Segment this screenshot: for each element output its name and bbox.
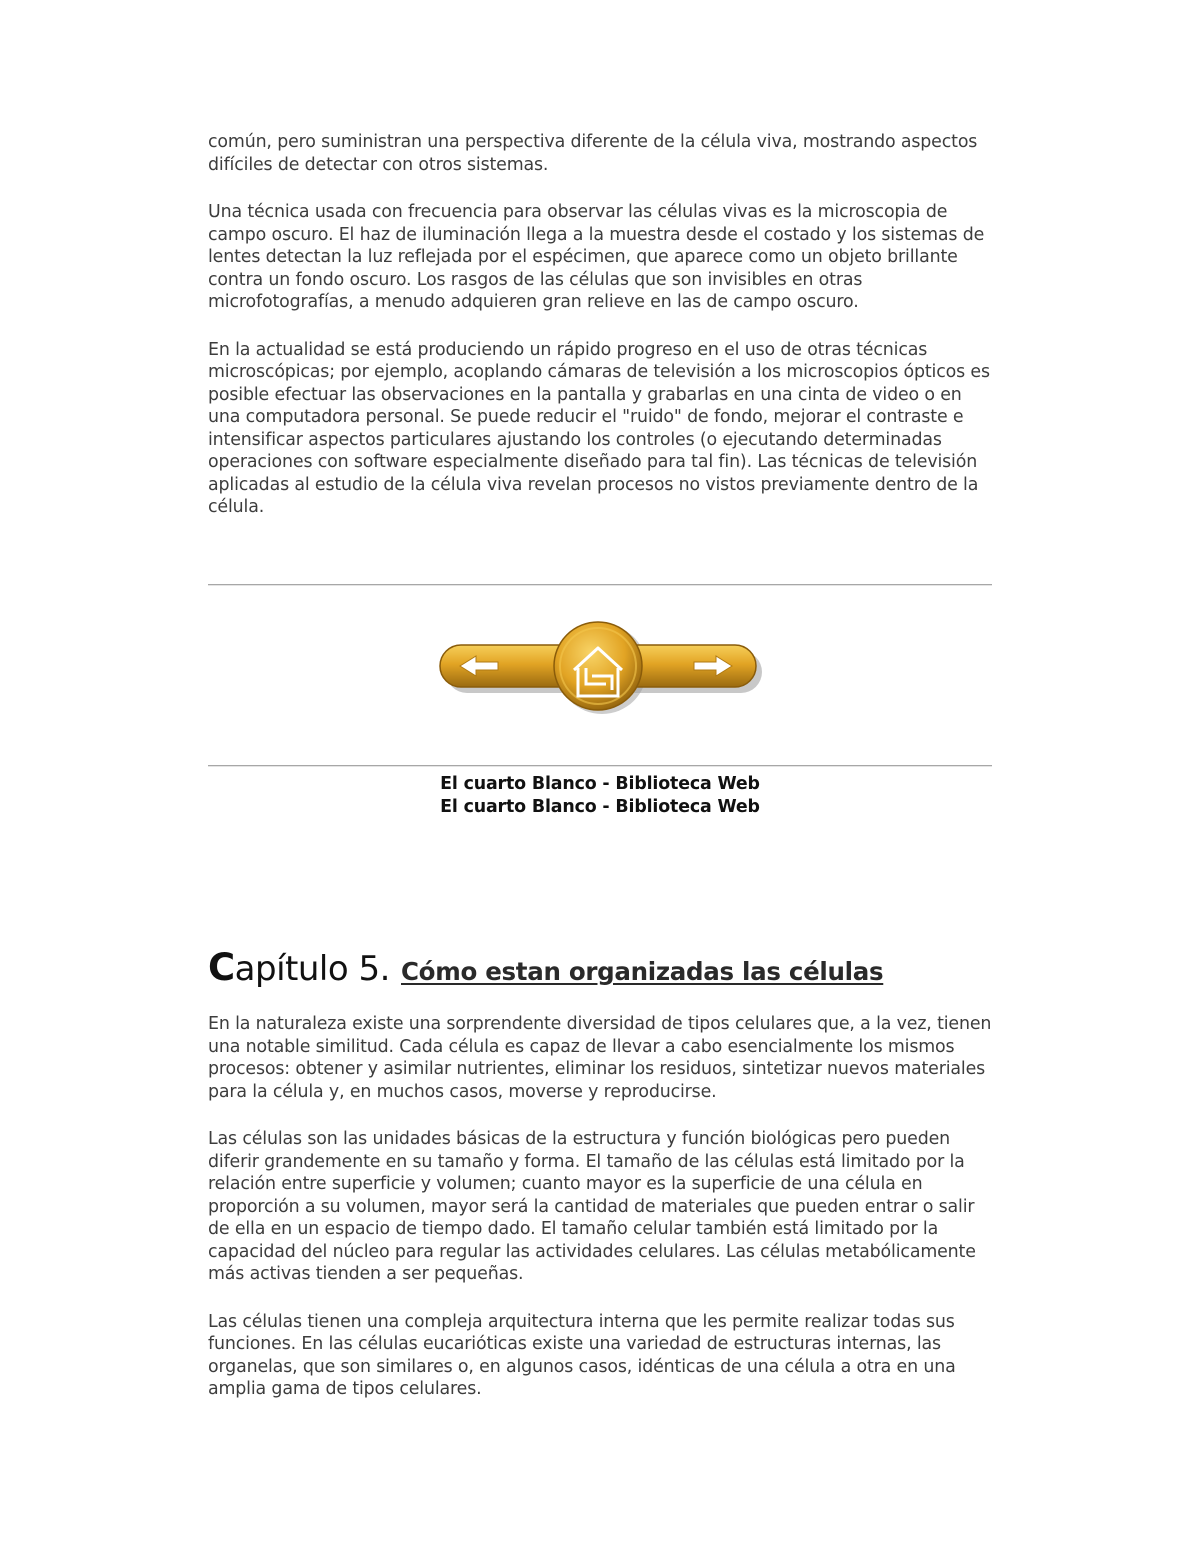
paragraph: Las células son las unidades básicas de la estructura y función biológicas pero pueden diferir grandemente en su tamaño y forma. El tamaño de las células está limitado por la relación entre superficie y volumen; cuanto mayor es la superficie de una célula en proporción a su volumen, mayor será la cantidad de materiales que pueden entrar o salir de ella en un espacio de tiempo dado. El tamaño celular también está limitado por la capacidad del núcleo para regular las actividades celulares. Las células metabólicamente más activas tienden a ser pequeñas. [208, 1129, 976, 1284]
chapter-initial: C [208, 946, 235, 989]
paragraph: común, pero suministran una perspectiva diferente de la célula viva, mostrando aspectos difíciles de detectar con otros sistemas. [208, 132, 978, 175]
paragraph: En la actualidad se está produciendo un rápido progreso en el uso de otras técnicas microscópicas; por ejemplo, acoplando cámaras de televisión a los microscopios ópticos es posible efectuar las observaciones en la pantalla y grabarlas en una cinta de video o en una computadora personal. Se puede reducir el "ruido" de fondo, mejorar el contraste e intensificar aspectos particulares ajustando los controles (o ejecutando determinadas operaciones con software especialmente diseñado para tal fin). Las técnicas de televisión aplicadas al estudio de la célula viva revelan procesos no vistos previamente dentro de la célula. [208, 339, 990, 517]
section-two [208, 1013, 994, 1401]
horizontal-divider [208, 765, 992, 767]
horizontal-divider [208, 584, 992, 586]
footer-line: El cuarto Blanco - Biblioteca Web [440, 796, 760, 817]
section-one [208, 131, 994, 519]
footer-credits [208, 773, 992, 818]
chapter-number: apítulo 5. [234, 949, 390, 989]
home-icon[interactable] [554, 622, 642, 710]
arrow-left-icon[interactable] [444, 645, 554, 687]
paragraph: En la naturaleza existe una sorprendente diversidad de tipos celulares que, a la vez, tienen una notable similitud. Cada célula es capaz de llevar a cabo esencialmente los mismos procesos: obtener y asimilar nutrientes, eliminar los residuos, sintetizar nuevos materiales para la célula y, en muchos casos, moverse y reproducirse. [208, 1014, 992, 1102]
navigation-graphic [436, 618, 766, 718]
navigation-bar [436, 618, 766, 718]
chapter-title-link[interactable]: Cómo estan organizadas las células [401, 957, 884, 986]
paragraph: Una técnica usada con frecuencia para observar las células vivas es la microscopia de campo oscuro. El haz de iluminación llega a la muestra desde el costado y los sistemas de lentes detectan la luz reflejada por el espécimen, que aparece como un objeto brillante contra un fondo oscuro. Los rasgos de las células que son invisibles en otras microfotografías, a menudo adquieren gran relieve en las de campo oscuro. [208, 202, 985, 312]
footer-line: El cuarto Blanco - Biblioteca Web [440, 774, 760, 794]
arrow-right-icon[interactable] [648, 645, 754, 687]
chapter-heading [208, 946, 1108, 989]
paragraph: Las células tienen una compleja arquitectura interna que les permite realizar todas sus funciones. En las células eucarióticas existe una variedad de estructuras internas, las organelas, que son similares o, en algunos casos, idénticas de una célula a otra en una amplia gama de tipos celulares. [208, 1311, 956, 1399]
